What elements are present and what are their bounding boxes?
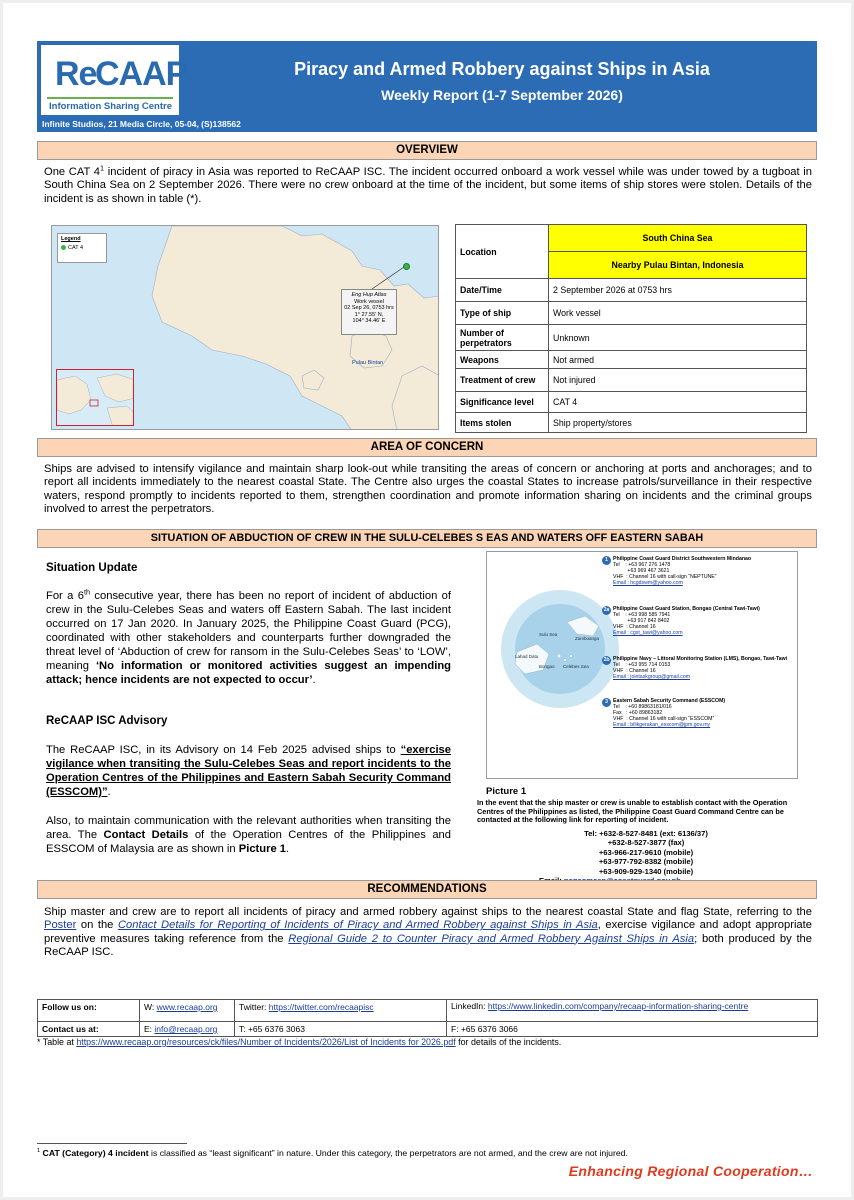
advisory-text: The ReCAAP ISC, in its Advisory on 14 Feb 2025 advised ships to “exercise vigilance when transiting the Sulu-Celebes Seas and report incidents to the Operation Centres of the Philippines and Eastern Sabah Security Command (ESSCOM)”.	[46, 744, 451, 798]
contact-line: +63-966-217-9610 (mobile)	[598, 847, 694, 857]
situation-update-heading: Situation Update	[46, 562, 138, 574]
logo-text-re: Re	[55, 55, 97, 93]
advisory-heading: ReCAAP ISC Advisory	[46, 715, 168, 727]
incident-marker-icon	[403, 263, 410, 270]
entry-number-badge: 2b	[603, 657, 610, 663]
footnote-divider	[37, 1143, 187, 1144]
callout-line: Eng Hup Atlas	[351, 292, 387, 298]
footnote-ref: 1	[100, 163, 105, 173]
legend-marker-icon	[61, 245, 66, 250]
table-row: Weapons Not armed	[456, 351, 807, 369]
poster-link[interactable]: Poster	[44, 919, 77, 932]
situation-update-text: For a 6th consecutive year, there has been no report of incident of abduction of crew in the Sulu-Celebes Seas and waters off Eastern Sabah. The last incident occurred on 17 Jan 2020. In January 2025, the Philippine Coast Guard (PCG), coordinated with other stakeholders and counterparts further downgraded the threat level of ‘Abduction of crew for ransom in the Sulu-Celebes Seas’ to ‘LOW’, meaning ‘No information or monitored activities suggest an impending attack; hence incidents are not expected to occur’.	[46, 587, 451, 686]
figure-place-label: Sulu Sea	[539, 632, 558, 637]
website-link[interactable]: www.recaap.org	[156, 1002, 218, 1012]
logo-divider	[47, 97, 173, 99]
figure-place-label: Zamboanga	[575, 636, 600, 641]
table-row: Number of perpetrators Unknown	[456, 325, 807, 351]
recommendations-heading: RECOMMENDATIONS	[37, 880, 817, 899]
overview-text: One CAT $4^1$ incident of piracy in Asia was reported to ReCAAP ISC. The incident occurred onboard a work vessel while was under towed by a tugboat in South China Sea on 2 September 2026. There were no crew onboard at the time of the incident, but some items of ship stores were stolen. Details of the incident is as shown in table (*).	[44, 163, 812, 205]
callout-line: 104° 34.46' E	[352, 318, 386, 325]
contact-entry: 1 Philippine Coast Guard District Southwestern Mindanao Tel : +63 967 276 1478 +63 969 467 3621 VHF : Channel 16 with call-sign “NEPTUNE” Email : hcgdswm@yahoo.com	[613, 556, 797, 586]
contact-details-figure	[486, 551, 798, 779]
linkedin-link[interactable]: https://www.linkedin.com/company/recaap-information-sharing-centre	[487, 1001, 749, 1011]
tagline: Enhancing Regional Cooperation…	[568, 1163, 813, 1179]
callout-line: 02 Sep 26, 0753 hrs	[344, 305, 394, 312]
fax-number: F: +65 6376 3066	[447, 1022, 818, 1037]
map-legend	[57, 233, 107, 263]
contact-details-link[interactable]: Contact Details for Reporting of Incidents of Piracy and Armed Robbery against Ships in Asia	[117, 919, 598, 932]
table-row: Type of ship Work vessel	[456, 302, 807, 325]
contact-line: +63-909-929-1340 (mobile)	[598, 866, 694, 876]
contact-entry: 2a Philippine Coast Guard Station, Bongao (Central Tawi-Tawi) Tel : +63 998 585 7941 +63 917 842 8402 VHF : Channel 16 Email : cgst_tawi@yahoo.com	[603, 606, 760, 636]
incident-list-link[interactable]: https://www.recaap.org/resources/ck/files/Number of Incidents/2026/List of Incidents for 2026.pdf	[76, 1037, 456, 1047]
region-islands	[507, 612, 617, 692]
legend-title: Legend	[61, 236, 81, 242]
entry-number-badge: 3	[602, 698, 611, 707]
footnote: $^1$ CAT (Category) 4 incident is classified as “least significant” in nature. Under this category, the perpetrators are not armed, and the crew are not injured.	[37, 1148, 628, 1158]
table-row: Items stolen Ship property/stores	[456, 413, 807, 433]
communication-text: Also, to maintain communication with the relevant authorities when transiting the area. The Contact Details of the Operation Centres of the Philippines and ESSCOM of Malaysia are as shown in Picture 1.	[46, 815, 451, 855]
figure-place-label: Lahad Datu	[515, 654, 539, 659]
inset-map	[56, 369, 134, 426]
entry-number-badge: 2a	[603, 607, 610, 613]
incident-callout	[341, 289, 397, 335]
logo-text-caap: CAAP	[95, 55, 188, 93]
logo-subtitle: Information Sharing Centre	[49, 101, 172, 112]
area-of-concern-heading: AREA OF CONCERN	[37, 438, 817, 457]
table-value: South China Sea	[549, 225, 807, 252]
report-page	[3, 3, 851, 1197]
report-subtitle: Weekly Report (1-7 September 2026)	[381, 87, 623, 103]
incident-map	[51, 225, 439, 430]
table-row: Contact us at: E: info@recaap.org T: +65 6376 3063 F: +65 6376 3066	[38, 1022, 818, 1037]
table-key: Location	[456, 225, 549, 279]
picture-caption: Picture 1	[486, 786, 527, 797]
contact-line: +63-977-792-8382 (mobile)	[598, 857, 694, 867]
entry-number-badge: 1	[602, 556, 611, 565]
phone-number: T: +65 6376 3063	[235, 1022, 447, 1037]
figure-place-label: Celebes Sea	[563, 664, 589, 669]
inset-map-shapes	[57, 370, 134, 426]
table-row: Follow us on: W: www.recaap.org Twitter: https://twitter.com/recaapisc LinkedIn: https://www.linkedin.com/company/recaap-information-sharing-centre	[38, 1000, 818, 1022]
table-note: * Table at https://www.recaap.org/resources/ck/files/Number of Incidents/2026/List of Incidents for 2026.pdf for details of the incidents.	[37, 1037, 562, 1047]
figure-place-label: Bongao	[539, 664, 555, 669]
contact-entry: 2b Philippine Navy – Littoral Monitoring Station (LMS), Bongao, Tawi-Tawi Tel : +63 955 714 0153 VHF : Channel 16 Email : jointaskgroup@gmail.com	[603, 656, 788, 680]
incident-details-table	[455, 224, 807, 433]
contact-line: +632-8-527-3877 (fax)	[607, 838, 685, 848]
contact-line: Tel: +632-8-527-8481 (ext: 6136/37)	[584, 829, 708, 838]
callout-line: Work vessel	[354, 298, 384, 305]
contact-entry: 3 Eastern Sabah Security Command (ESSCOM) Tel : +60 89863181/016 Fax : +60 89863182 VHF : Channel 16 with call-sign “ESSCOM” Email : bilikgerakan_esscom@jpm.gov.my	[613, 698, 797, 728]
recaap-logo	[41, 45, 188, 115]
report-title: Piracy and Armed Robbery against Ships in Asia	[294, 59, 710, 79]
regional-guide-link[interactable]: Regional Guide 2 to Counter Piracy and Armed Robbery Against Ships in Asia	[288, 932, 695, 945]
legend-item: CAT 4	[61, 245, 103, 251]
abduction-heading: SITUATION OF ABDUCTION OF CREW IN THE SULU-CELEBES S EAS AND WATERS OFF EASTERN SABAH	[37, 529, 817, 548]
map-place-label: Pulau Bintan	[352, 360, 384, 366]
table-value: Nearby Pulau Bintan, Indonesia	[549, 252, 807, 279]
table-row: Significance level CAT 4	[456, 392, 807, 413]
picture-note: In the event that the ship master or crew is unable to establish contact with the Operation Centres of the Philippines as listed, the Philippine Coast Guard Command Centre can be contacted at the following link for reporting of incident.	[477, 798, 788, 825]
centre-address: Infinite Studios, 21 Media Circle, 05-04, (S)138562	[42, 119, 241, 129]
email-link[interactable]: info@recaap.org	[154, 1024, 218, 1034]
report-header	[37, 41, 817, 132]
twitter-link[interactable]: https://twitter.com/recaapisc	[268, 1002, 374, 1012]
table-row: Treatment of crew Not injured	[456, 369, 807, 392]
callout-line: 1° 27.55' N,	[354, 311, 384, 318]
recommendations-text: Ship master and crew are to report all incidents of piracy and armed robbery against ships to the nearest coastal State and flag State, referring to the Poster on the Contact Details for Reporting of Incidents of Piracy and Armed Robbery against Ships in Asia, exercise vigilance and adopt appropriate preventive measures taking reference from the Regional Guide 2 to Counter Piracy and Armed Robbery Against Ships in Asia; both produced by the ReCAAP ISC.	[44, 906, 812, 958]
contact-footer-table	[37, 999, 818, 1037]
table-row: Date/Time 2 September 2026 at 0753 hrs	[456, 279, 807, 302]
area-of-concern-text: Ships are advised to intensify vigilance and maintain sharp look-out while transiting the areas of concern or anchoring at ports and anchorages; and to report all incidents immediately to the nearest coastal State. The Centre also urges the coastal States to increase patrols/surveillance in their respective waters, respond promptly to incidents reported to them, strengthen coordination and promote information sharing on incidents and the criminal groups involved to arrest the perpetrators.	[44, 463, 812, 515]
overview-heading: OVERVIEW	[37, 141, 817, 160]
